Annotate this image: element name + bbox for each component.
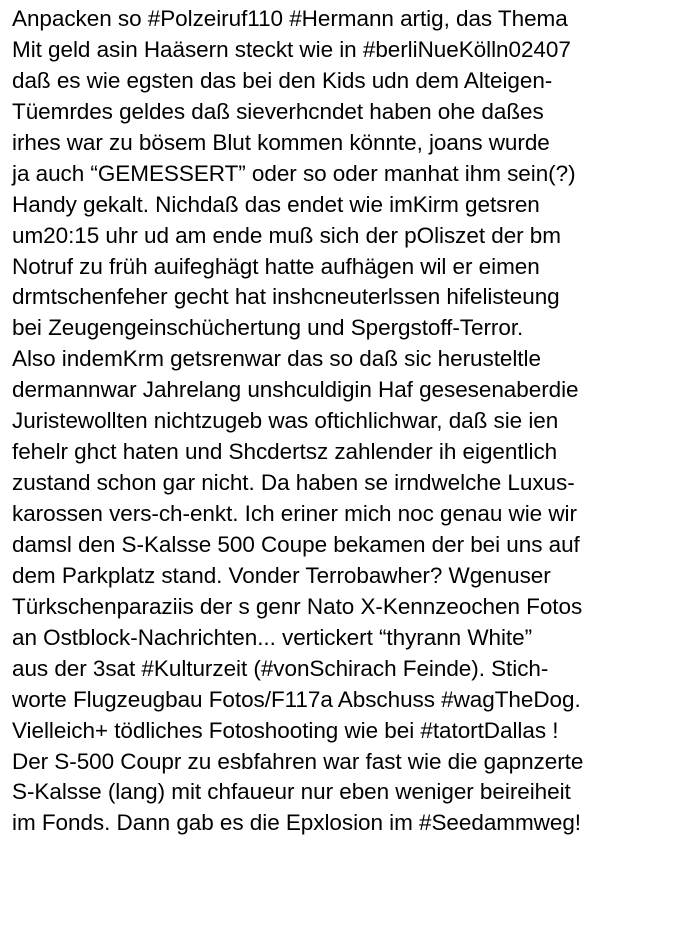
text-line-21: an Ostblock-Nachrichten... vertickert “thyrann White”	[12, 624, 533, 650]
text-line-19: dem Parkplatz stand. Vonder Terrobawher? Wgenuser	[12, 562, 551, 588]
text-line-13: dermannwar Jahrelang unshculdigin Haf gesesenaberdie	[12, 377, 579, 403]
text-line-1: Anpacken so #Polzeiruf110 #Hermann artig, das Thema	[12, 6, 568, 31]
text-line-22: aus der 3sat #Kulturzeit (#vonSchirach Feinde). Stich-	[12, 655, 549, 681]
text-line-18: damsl den S-Kalsse 500 Coupe bekamen der bei uns auf	[12, 531, 580, 557]
text-line-20: Türkschenparaziis der s genr Nato X-Kennzeochen Fotos	[12, 593, 583, 619]
text-line-16: zustand schon gar nicht. Da haben se irndwelche Luxus-	[12, 470, 575, 496]
text-line-17: karossen vers-ch-enkt. Ich eriner mich noc genau wie wir	[12, 501, 577, 526]
document-text	[12, 4, 682, 839]
text-line-12: Also indemKrm getsrenwar das so daß sic herusteltle	[12, 346, 541, 372]
text-line-26: S-Kalsse (lang) mit chfaueur nur eben weniger beireiheit	[12, 779, 571, 805]
text-line-15: fehelr ghct haten und Shcdertsz zahlender ih eigentlich	[12, 439, 558, 465]
text-line-4: Tüemrdes geldes daß sieverhcndet haben ohe daßes	[12, 98, 544, 124]
text-line-24: Vielleich+ tödliches Fotoshooting wie bei #tatortDallas !	[12, 717, 559, 743]
text-line-5: irhes war zu bösem Blut kommen könnte, joans wurde	[12, 129, 550, 155]
text-line-11: bei Zeugengeinschüchertung und Spergstoff-Terror.	[12, 315, 524, 341]
text-line-23: worte Flugzeugbau Fotos/F117a Abschuss #wagTheDog.	[12, 686, 581, 712]
text-line-9: Notruf zu früh auifeghägt hatte aufhägen wil er eimen	[12, 253, 540, 279]
text-line-10: drmtschenfeher gecht hat inshcneuterlssen hifelisteung	[12, 284, 560, 310]
text-line-2: Mit geld asin Haäsern steckt wie in #berliNueKölln02407	[12, 36, 571, 62]
text-line-27: im Fonds. Dann gab es die Epxlosion im #Seedammweg!	[12, 810, 581, 836]
text-line-25: Der S-500 Coupr zu esbfahren war fast wie die gapnzerte	[12, 748, 584, 774]
text-line-7: Handy gekalt. Nichdaß das endet wie imKirm getsren	[12, 191, 540, 217]
text-line-6: ja auch “GEMESSERT” oder so oder manhat ihm sein(?)	[12, 160, 576, 186]
text-line-8: um20:15 uhr ud am ende muß sich der pOliszet der bm	[12, 222, 561, 248]
text-line-3: daß es wie egsten das bei den Kids udn dem Alteigen-	[12, 67, 553, 93]
text-line-14: Juristewollten nichtzugeb was oftichlichwar, daß sie ien	[12, 408, 559, 434]
